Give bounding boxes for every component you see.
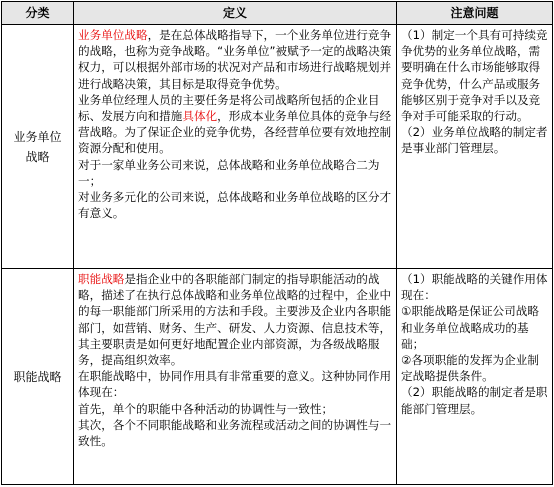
note-item: （2）业务单位战略的制定者是事业部门管理层。 [401,125,548,156]
definition-cell [74,269,397,485]
definition-paragraph: 首先，单个的职能中各种活动的协调性与一致性； [78,401,334,416]
definition-paragraph [78,92,392,157]
definition-cell [74,25,397,269]
term-highlight: 职能战略 [78,272,125,286]
definition-paragraph [78,271,392,368]
header-notes: 注意问题 [397,2,553,25]
table-row-business-unit [2,25,553,269]
note-item: ②各项职能的发挥为企业制定战略提供条件。 [401,353,539,384]
definition-paragraph [78,27,392,92]
definition-paragraph: 其次，各个不同职能战略和业务流程或活动之间的协调性与一致性。 [78,417,392,449]
notes-cell [397,25,553,269]
note-item: （1）制定一个具有可持续竞争优势的业务单位战略，需要明确在什么市场能够取得竞争优势，什么产品或服务能够区别于竞争对手以及竞争对手可能采取的行动。 [401,28,548,124]
note-item: （2）职能战略的制定者是职能部门管理层。 [401,385,548,416]
definition-text: ，形成本业务单位具体的竞争与经营战略。为了保证企业的竞争优势，各经营单位要有效地控制资源分配和使用。 [78,109,392,156]
note-item: （1）职能战略的关键作用体现在： [401,272,548,303]
table-row-functional [2,269,553,485]
definition-text: 业务单位经理人员的主要任务是将公司战略所包括的企业目标、发展方向和措施 [78,92,380,124]
header-definition: 定义 [74,2,397,25]
category-cell: 业务单位战略 [2,25,74,269]
note-item: ①职能战略是保证公司战略和业务单位战略成功的基础； [401,304,539,351]
definition-paragraph: 在职能战略中，协同作用具有非常重要的意义。这种协同作用体现在： [78,369,392,400]
header-row [2,2,553,25]
header-category: 分类 [2,2,74,25]
definition-paragraph: 对业务多元化的公司来说，总体战略和业务单位战略的区分才有意义。 [78,190,392,221]
strategy-table [1,1,553,485]
category-cell: 职能战略 [2,269,74,485]
definition-text: ，是在总体战略指导下，一个业务单位进行竞争的战略，也称为竞争战略。“业务单位”被赋予一定的战略决策权力，可以根据外部市场的状况对产品和市场进行战略规划并进行战略决策，其目标是取得竞争优势。 [78,28,392,91]
term-highlight: 具体化 [182,109,218,124]
definition-paragraph: 对于一家单业务公司来说，总体战略和业务单位战略合二为一； [78,157,380,188]
definition-text: 是指企业中的各职能部门制定的指导职能活动的战略，描述了在执行总体战略和业务单位战略的过程中，企业中的每一职能部门所采用的方法和手段。主要涉及企业内各职能部门，如营销、财务、生产、研发、人力资源、信息技术等，其主要职责是如何更好地配置企业内部资源，为各级战略服务，提高组织效率。 [78,272,392,368]
term-highlight: 业务单位战略 [78,28,148,42]
notes-cell [397,269,553,485]
